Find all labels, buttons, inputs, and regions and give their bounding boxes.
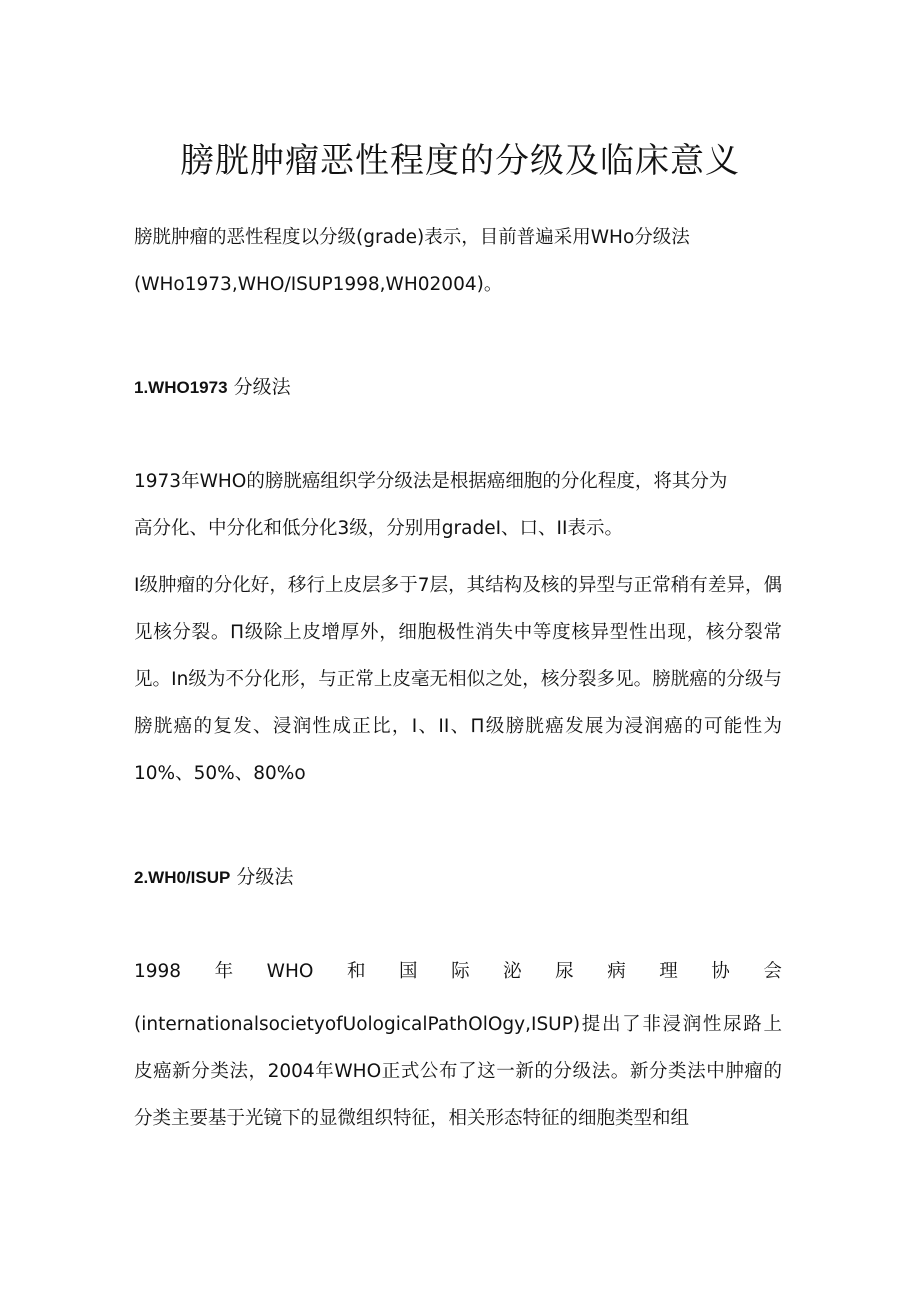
word: 理	[659, 961, 678, 982]
word: 和	[346, 961, 366, 982]
word: 际	[451, 961, 470, 982]
intro-line-2: (WHo1973,WHO/ISUP1998,WH02004)。	[134, 274, 503, 295]
word: 会	[763, 961, 782, 982]
section-1-heading-text: 分级法	[233, 376, 291, 398]
section-2-para-1-rest: (internationalsocietyofUologicalPathOlOgy,ISUP)提出了非浸润性尿路上皮癌新分类法，2004年WHO正式公布了这一新的分级法。新分类法中肿瘤的分类主要基于光镜下的显微组织特征，相关形态特征的细胞类型和组	[134, 1014, 782, 1129]
intro-line-1: 膀胱肿瘤的恶性程度以分级(grade)表示，目前普遍采用WHo分级法	[134, 227, 690, 248]
word: 泌	[503, 961, 522, 982]
word: 病	[607, 961, 626, 982]
section-1-para-1-line-2: 高分化、中分化和低分化3级，分别用gradeI、口、II表示。	[134, 518, 623, 539]
word: 国	[399, 961, 418, 982]
section-2-para-1-line-1	[134, 955, 782, 989]
word: 1998	[134, 961, 182, 982]
document-title: 膀胱肿瘤恶性程度的分级及临床意义	[180, 141, 740, 181]
word: 尿	[555, 961, 574, 982]
word: 协	[711, 961, 730, 982]
section-1-heading	[134, 372, 291, 403]
section-1-heading-number: 1.WHO1973	[134, 378, 228, 397]
section-2-heading-number: 2.WH0/ISUP	[134, 868, 231, 887]
section-2-heading	[134, 862, 293, 893]
section-2-heading-text: 分级法	[236, 866, 294, 888]
section-1-para-2: I级肿瘤的分化好，移行上皮层多于7层，其结构及核的异型与正常稍有差异，偶见核分裂。Π级除上皮增厚外，细胞极性消失中等度核异型性出现，核分裂常见。In级为不分化形，与正常上皮毫无相似之处，核分裂多见。膀胱癌的分级与膀胱癌的复发、浸润性成正比，I、II、Π级膀胱癌发展为浸润癌的可能性为10%、50%、80%o	[134, 575, 782, 784]
word: WHO	[266, 961, 314, 982]
section-1-para-1-line-1: 1973年WHO的膀胱癌组织学分级法是根据癌细胞的分化程度，将其分为	[134, 471, 728, 492]
word: 年	[214, 961, 234, 982]
